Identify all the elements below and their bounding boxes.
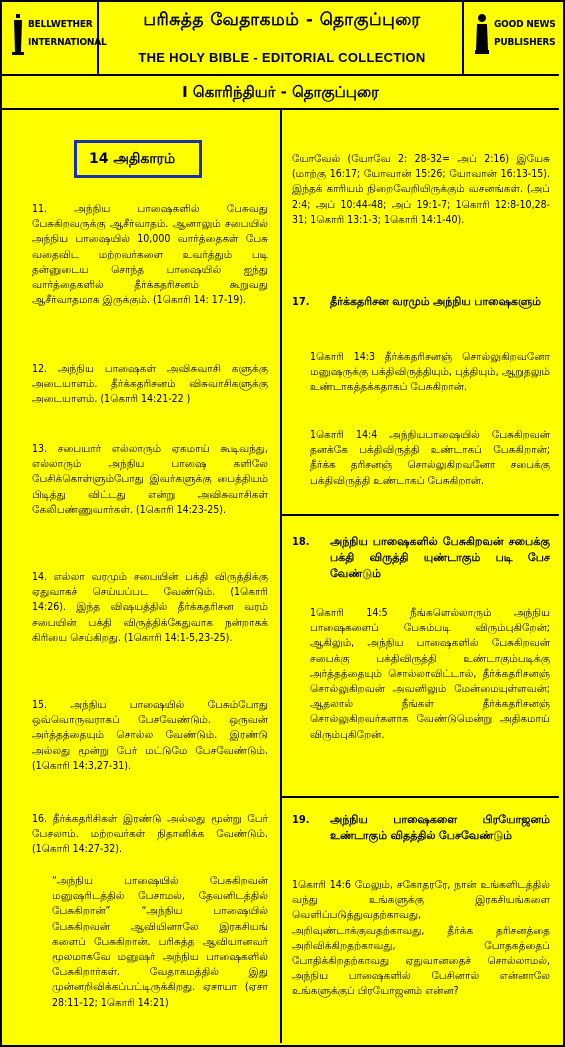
section-number: 19. [292,813,310,826]
verse-14-5: 1கொரி 14:5 நீங்களெல்லாரும் அந்நிய பாஷைகளைப் பேசும்படி விரும்புகிறேன்; ஆகிலும், அந்நிய பாஷைகளில் பேசுகிறவன் சபைக்கு பக்திவிருத்தி உண்டாகும்படிக்கு அர்த்தத்தையும் சொல்லாவிட்டால், தீர்க்கதரிசனஞ் சொல்லுகிறவன் அவனிலும் மேன்மையுள்ளவன்; ஆதலால் நீங்கள் தீர்க்கதரிசனஞ் சொல்லுகிறவர்களாக வேண்டுமென்று அதிகமாய் விரும்புகிறேன். [310,607,550,741]
intro-paragraph: யோவேல் (யோவே 2: 28-32= அப் 2:16) இயேசு (மாற்கு 16:17; யோவான் 15:26; யோவான் 16:13-15). இந்தக் காரியம் நிறைவேறியிருக்கும் வசனங்கள். (அப் 2:4; அப் 10:44-48; அப் 19:1-7; 1கொரி 12:8-10,28-31; 1கொரி 13:1-3; 1கொரி 14:1-40). [292,153,550,226]
logo-line-2: PUBLISHERS [494,37,556,48]
point-text: எல்லா வரமும் சபையின் பக்தி விருத்திக்கு ஏதுவாகச் செய்யப்பட வேண்டும். (1கொரி 14:26). இந்த விஷயத்தில் தீர்க்கதரிசன வரம் சபையின் பக்தி விருத்திக்கேதுவாக நன்றாகக் கிரியை செய்கிறது. (1கொரி 14:1-5,23-25). [32,571,268,644]
bellwether-logo [2,2,107,74]
logo-line-1: BELLWETHER [28,19,93,30]
section-title: அந்நிய பாஷைகளில் பேசுகிறவன் சபைக்கு பக்தி விருத்தி யுண்டாகும் படி பேச வேண்டும் [330,535,550,580]
verse-14-3: 1கொரி 14:3 தீர்க்கதரிசனஞ் சொல்லுகிறவனோ மனுஷருக்கு பக்திவிருத்தியும், புத்தியும், ஆறுதலும் உண்டாகத்தக்கதாகப் பேசுகிறான். [310,351,550,394]
section-title: தீர்க்கதரிசன வரமும் அந்நிய பாஷைகளும் [330,295,541,308]
page-title-english: THE HOLY BIBLE - EDITORIAL COLLECTION [138,50,426,65]
point-text: அந்நிய பாஷைகளில் பேசுவது பேசுகிறவருக்கு ஆசீர்வாதம். ஆனாலும் சபையில் அந்நிய பாஷையில் 10,000 வார்த்தைகள் பேசு வதைவிட மற்றவர்களை உவர்த்தும் படி தன்னுடைய சொந்த பாஷையில் ஐந்து வார்த்தைகளில் தீர்க்கதரிசனம் கூறுவது ஆசீர்வாதமாக இருக்கும். (1கொரி 14: 17-19). [32,203,268,307]
subtitle-bar [2,76,559,110]
point-15 [32,698,268,774]
section-number: 18. [292,535,310,548]
person-icon [474,12,490,56]
point-number: 13. [32,443,48,455]
point-13 [32,442,268,518]
point-number: 15. [32,699,48,711]
lighthouse-icon [10,12,26,56]
chapter-label: 14 அதிகாரம் [74,140,202,178]
quote-text: “அந்நிய பாஷையில் பேசுகிறவன் மனுஷரிடத்தில் பேசாமல், தேவனிடத்தில் பேசுகிறான்” “அந்நிய பாஷையில் பேசுகிறவன் ஆவியினாலே இரகசியங் களைப் பேசுகிறான். பரிசுத்த ஆவியானவர் மூலமாகவே மனுஷர் அந்நிய பாஷைகளில் பேசுகிறார்கள். வேதாகமத்தில் இது முன்னறிவிக்கப்பட்டிருக்கிறது. ஏசாயா (ஏசா 28:11-12; 1கொரி 14:21) [52,875,268,1009]
point-text: தீர்க்கதரிசிகள் இரண்டு அல்லது மூன்று பேர் பேசலாம். மற்றவர்கள் நிதானிக்க வேண்டும். (1கொரி 14:27-32). [32,813,269,856]
point-text: அந்நிய பாஷையில் பேசும்போது ஒவ்வொருவராகப் பேசவேண்டும். ஒருவன் அர்த்தத்தையும் சொல்ல வேண்டும். இரண்டு அல்லது மூன்று பேர் மட்டுமே பேசவேண்டும். (1கொரி 14:3,27-31). [32,699,269,772]
title-block [99,2,465,74]
quote-paragraph [52,874,268,1011]
point-number: 12. [32,363,48,375]
book-subtitle: I கொரிந்தியர் - தொகுப்புரை [182,83,379,101]
verse-14-6: 1கொரி 14:6 மேலும், சகோதரரே, நான் உங்களிடத்தில் வந்து உங்களுக்கு இரகசியங்களை வெளிப்படுத்துவதற்காவது, அறிவுண்டாக்குவதற்காவது, தீர்க்க தரிசனத்தை அறிவிக்கிறதற்காவது, போதகத்தைப் போதிக்கிறதற்காவது ஏதுவானதைச் சொல்லாமல், அந்நிய பாஷைகளில் பேசினால் என்னாலே உங்களுக்குப் பிரயோஜனம் என்ன? [292,879,550,998]
left-column [2,110,282,1043]
section-18-heading [292,534,550,584]
point-12 [32,362,268,408]
point-text: சபையார் எல்லாரும் ஏகமாய் கூடிவந்து, எல்லாரும் அந்நிய பாஷை களிலே பேசிக்கொள்ளும்போது இவர்களுக்கு பைத்தியம் பிடித்து விட்டது என்று அவிசுவாசிகள் கேலிபண்ணுவார்கள். (1கொரி 14:23-25). [32,443,269,516]
divider [282,514,559,516]
verse-14-4: 1கொரி 14:4 அந்நியபாஷையில் பேசுகிறவன் தனக்கே பக்திவிருத்தி உண்டாகப் பேசுகிறான்; தீர்க்க தரிசனஞ் சொல்லுகிறவனோ சபைக்கு பக்திவிருத்தி உண்டாகப் பேசுகிறான். [310,429,550,487]
page-title-tamil: பரிசுத்த வேதாகமம் - தொகுப்புரை [143,10,421,30]
logo-line-2: INTERNATIONAL [28,37,107,48]
point-11 [32,202,268,308]
point-number: 14. [32,571,48,583]
point-16 [32,812,268,858]
section-number: 17. [292,295,310,308]
header [2,2,559,76]
good-news-logo [462,2,559,74]
section-title: அந்நிய பாஷைகளை பிரயோஜனம் உண்டாகும் விதத்தில் பேசவேண்டும் [330,813,550,842]
point-text: அந்நிய பாஷைகள் அவிசுவாசி களுக்கு அடையாளம். தீர்க்கதரிசனம் விசுவாசிகளுக்கு அடையாளம். (1கொரி 14:21-22 ) [32,363,269,406]
right-column [282,110,559,1043]
point-number: 11. [32,203,48,215]
point-14 [32,570,268,646]
section-19-heading [292,812,550,862]
point-number: 16. [32,813,48,825]
logo-line-1: GOOD NEWS [494,19,556,30]
section-17-heading [292,294,550,328]
divider [282,796,559,798]
